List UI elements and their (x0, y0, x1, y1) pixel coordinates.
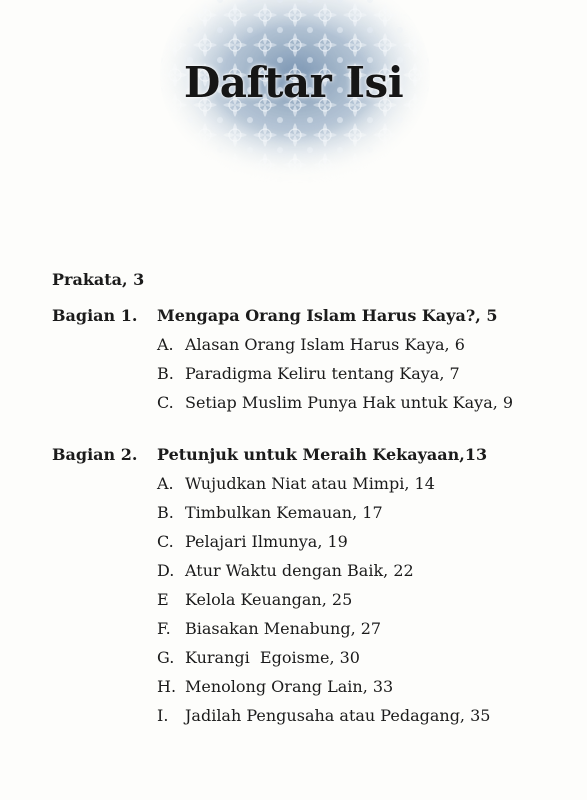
toc-entry (157, 614, 572, 643)
toc-entry (157, 643, 572, 672)
toc-prakata: Prakata, 3 (52, 270, 145, 289)
toc-section-bagian-2 (52, 441, 572, 730)
entry-text: Kelola Keuangan, 25 (185, 590, 353, 609)
entry-letter: G. (157, 648, 175, 667)
section-entries (52, 330, 572, 417)
entry-text: Biasakan Menabung, 27 (185, 619, 382, 638)
section-heading (52, 441, 572, 469)
toc-entry (157, 585, 572, 614)
entry-letter: E (157, 590, 169, 609)
section-label: Bagian 2. (52, 445, 138, 464)
entry-text: Pelajari Ilmunya, 19 (185, 532, 348, 551)
entry-text: Kurangi Egoisme, 30 (185, 648, 360, 667)
entry-text: Menolong Orang Lain, 33 (185, 677, 394, 696)
toc-entry (157, 498, 572, 527)
spacer (52, 294, 572, 302)
section-title: Mengapa Orang Islam Harus Kaya?, 5 (157, 306, 498, 325)
entry-letter: A. (157, 474, 174, 493)
section-title: Petunjuk untuk Meraih Kekayaan,13 (157, 445, 488, 464)
toc-entry (157, 556, 572, 585)
entry-letter: A. (157, 335, 174, 354)
entry-text: Alasan Orang Islam Harus Kaya, 6 (185, 335, 465, 354)
entry-letter: C. (157, 532, 174, 551)
page-title: Daftar Isi (183, 58, 404, 107)
entry-letter: H. (157, 677, 177, 696)
section-entries (52, 469, 572, 730)
spacer (52, 417, 572, 441)
section-heading (52, 302, 572, 330)
entry-text: Setiap Muslim Punya Hak untuk Kaya, 9 (185, 393, 514, 412)
toc-entry (157, 359, 572, 388)
toc-entry (157, 672, 572, 701)
entry-letter: F. (157, 619, 171, 638)
toc-entry (157, 330, 572, 359)
entry-text: Atur Waktu dengan Baik, 22 (185, 561, 414, 580)
entry-text: Wujudkan Niat atau Mimpi, 14 (185, 474, 435, 493)
section-label: Bagian 1. (52, 306, 138, 325)
toc-entry (157, 701, 572, 730)
entry-text: Paradigma Keliru tentang Kaya, 7 (185, 364, 460, 383)
entry-text: Timbulkan Kemauan, 17 (185, 503, 383, 522)
entry-text: Jadilah Pengusaha atau Pedagang, 35 (185, 706, 491, 725)
toc-entry (157, 469, 572, 498)
entry-letter: C. (157, 393, 174, 412)
entry-letter: B. (157, 503, 174, 522)
toc-entry (157, 388, 572, 417)
entry-letter: I. (157, 706, 169, 725)
entry-letter: D. (157, 561, 175, 580)
table-of-contents (52, 266, 572, 730)
entry-letter: B. (157, 364, 174, 383)
toc-section-bagian-1 (52, 302, 572, 417)
toc-entry (157, 527, 572, 556)
